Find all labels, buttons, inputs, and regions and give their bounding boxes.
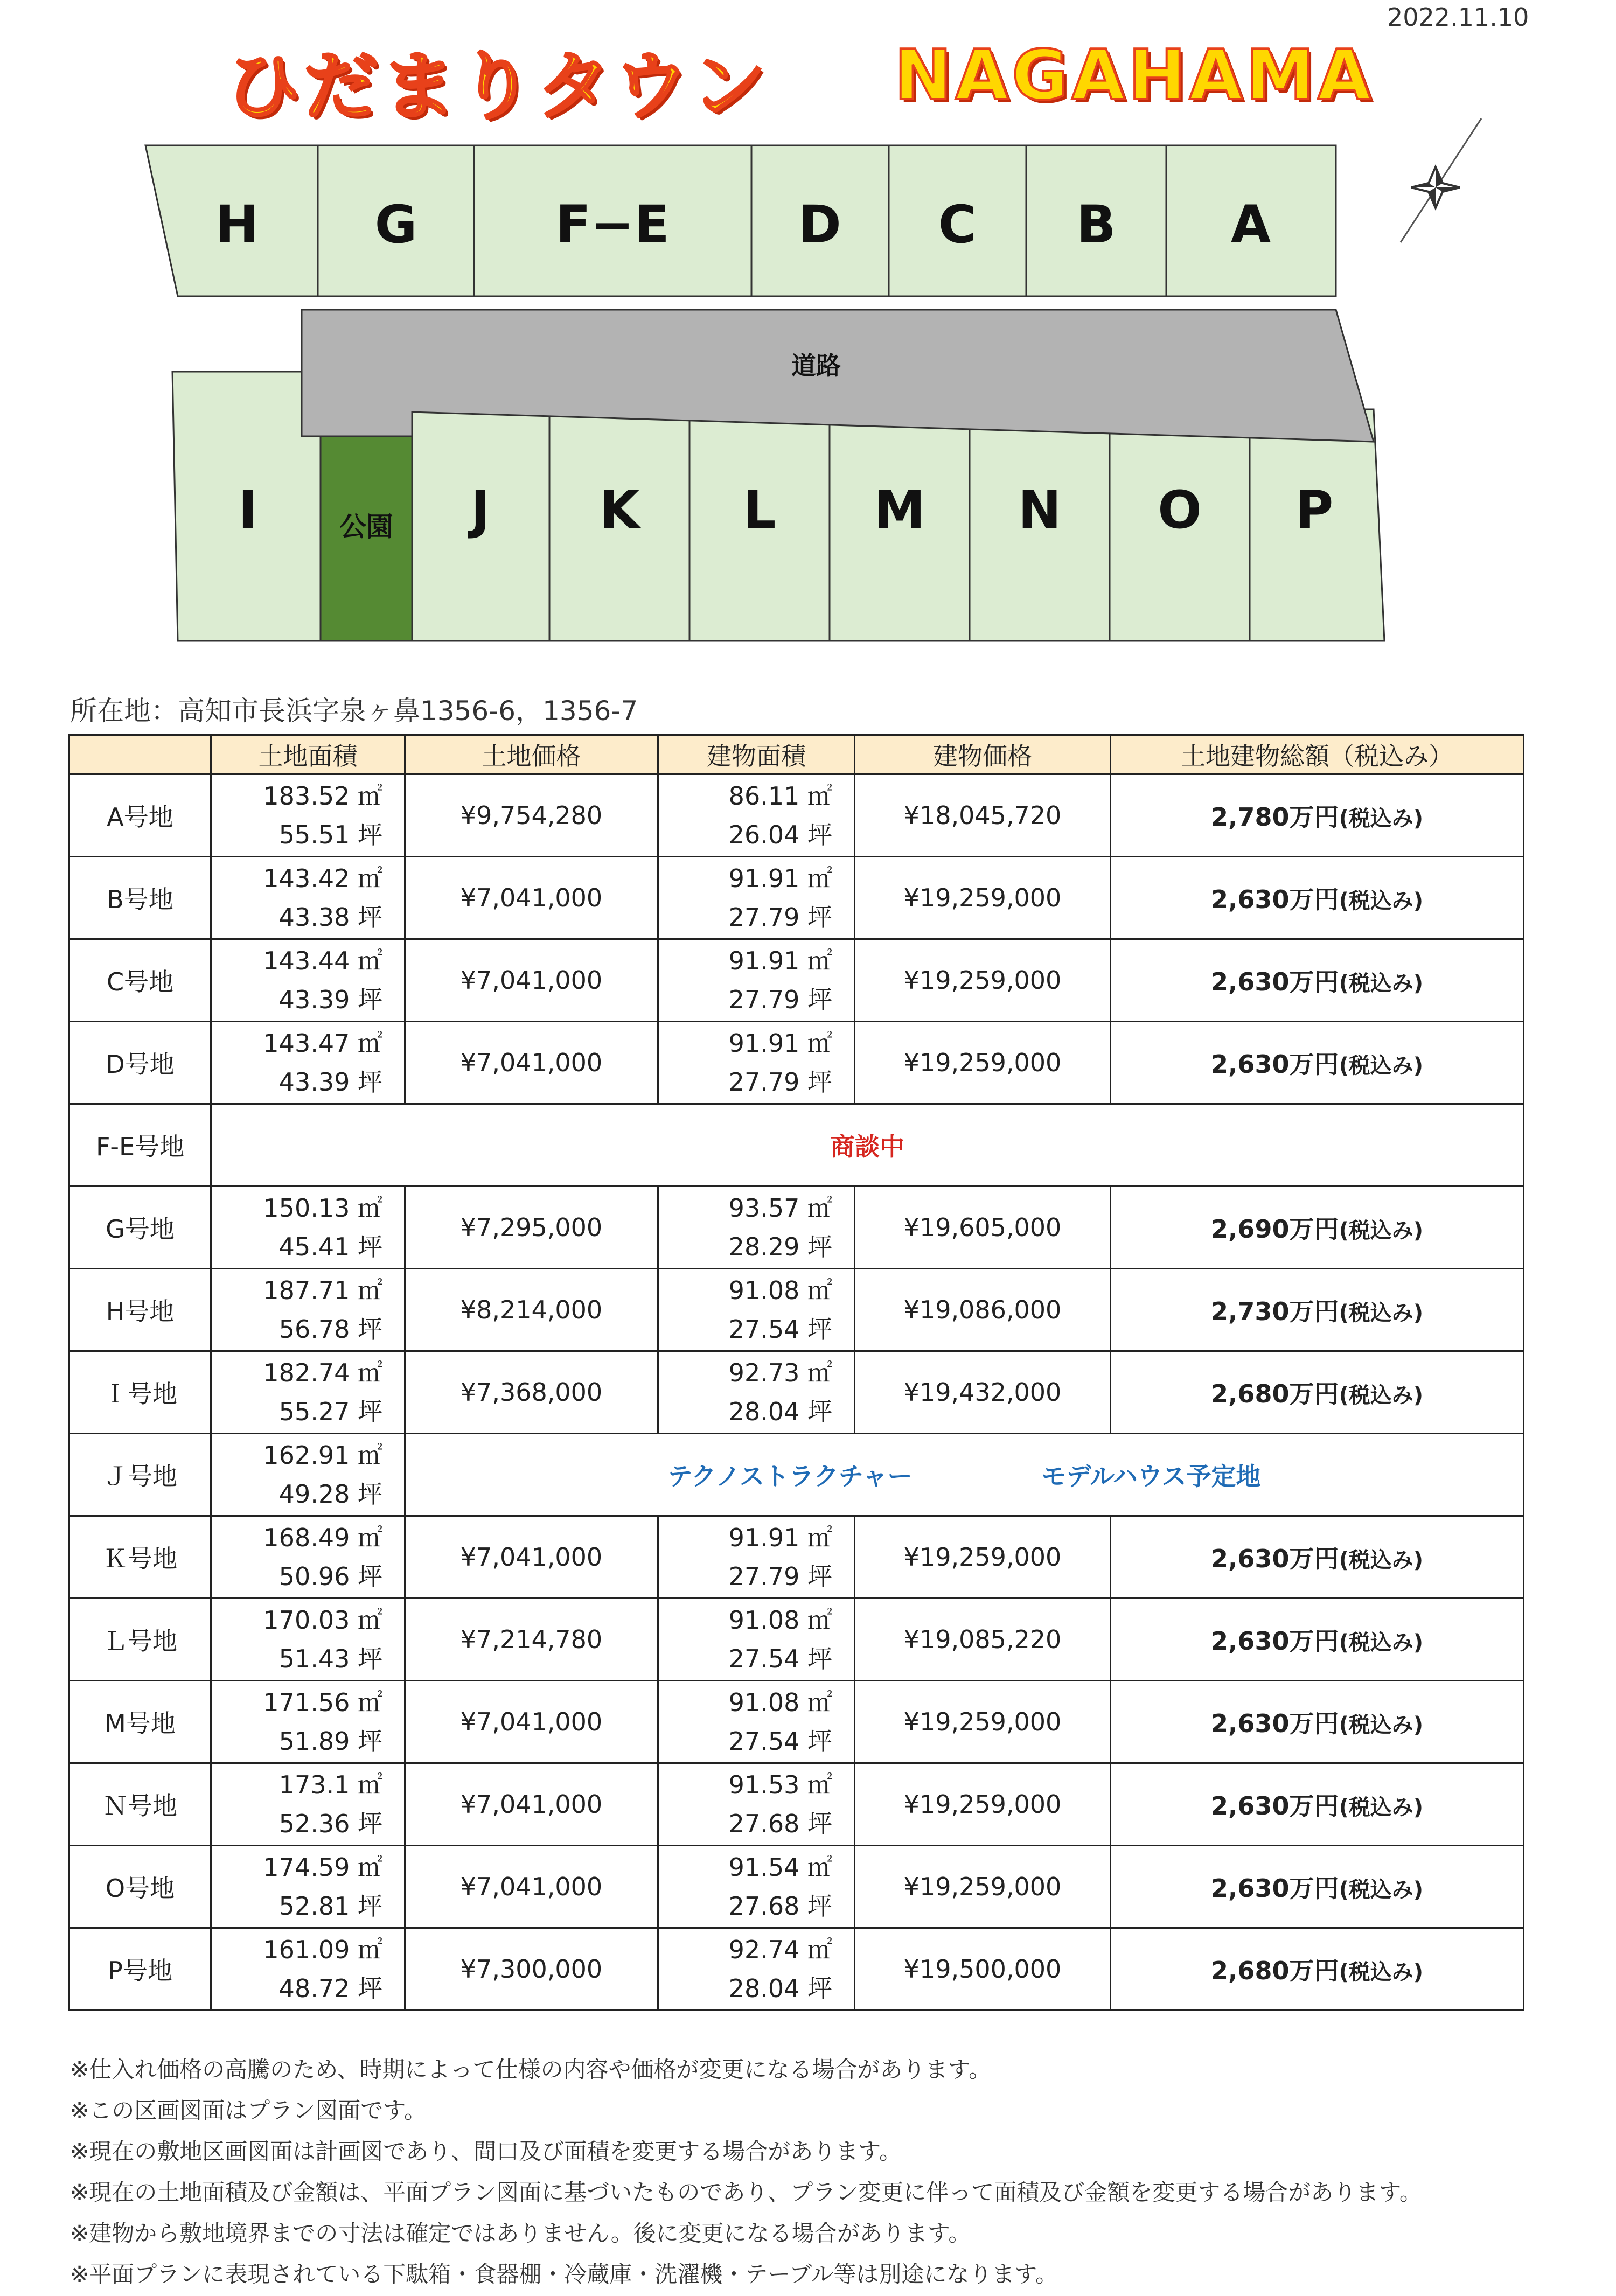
building-area-tsubo: 27.79 (728, 1067, 800, 1097)
building-price: ¥19,605,000 (855, 1187, 1111, 1269)
lot-name: Ｎ号地 (69, 1763, 211, 1846)
unit-label: ㎡ (358, 864, 382, 893)
tax-label: (税込み) (1339, 1960, 1424, 1985)
total-amount: 2,690 (1210, 1215, 1290, 1244)
unit-label: 坪 (807, 1809, 832, 1838)
land-price: ¥7,041,000 (405, 1022, 658, 1104)
table-row (69, 1763, 1524, 1846)
building-price: ¥18,045,720 (855, 774, 1111, 857)
building-area-tsubo: 27.68 (728, 1892, 800, 1921)
land-area-tsubo: 49.28 (278, 1480, 350, 1509)
negotiating-status: 商談中 (211, 1104, 1524, 1187)
land-price: ¥7,041,000 (405, 1846, 658, 1928)
land-area-m2: 171.56 (263, 1688, 350, 1717)
table-row (69, 857, 1524, 939)
land-area-tsubo: 51.89 (278, 1727, 350, 1756)
header-lot (69, 735, 211, 774)
building-area-m2: 91.08 (728, 1606, 800, 1635)
unit-label: ㎡ (358, 1276, 382, 1305)
unit-label: ㎡ (807, 1935, 832, 1964)
land-price: ¥8,214,000 (405, 1269, 658, 1351)
total-unit: 万円 (1289, 1215, 1339, 1244)
building-area-m2: 91.53 (728, 1770, 800, 1799)
notes (70, 2049, 1422, 2295)
total-unit: 万円 (1289, 802, 1339, 832)
building-area (658, 1351, 855, 1434)
building-area-m2: 93.57 (728, 1194, 800, 1223)
lot-name: B号地 (69, 857, 211, 939)
total-price (1111, 1599, 1524, 1681)
unit-label: 坪 (807, 820, 832, 849)
model-house-builder: テクノストラクチャー (667, 1462, 913, 1491)
land-area (211, 857, 405, 939)
building-area-tsubo: 27.79 (728, 1562, 800, 1591)
land-area-m2: 143.44 (263, 946, 350, 975)
building-price: ¥19,259,000 (855, 857, 1111, 939)
table-row (69, 1846, 1524, 1928)
land-area-tsubo: 43.39 (278, 1067, 350, 1097)
table-row (69, 774, 1524, 857)
building-area-m2: 91.91 (728, 1029, 800, 1058)
lot-label-fe: F−E (555, 194, 670, 255)
header-total: 土地建物総額（税込み） (1111, 735, 1524, 774)
building-area-tsubo: 28.04 (728, 1397, 800, 1426)
land-price: ¥7,041,000 (405, 939, 658, 1022)
land-area-tsubo: 56.78 (278, 1315, 350, 1344)
unit-label: 坪 (358, 903, 382, 932)
unit-label: 坪 (358, 985, 382, 1014)
tax-label: (税込み) (1339, 889, 1424, 913)
lot-label-d: D (798, 194, 841, 255)
land-area-m2: 143.47 (263, 1029, 350, 1058)
land-price: ¥7,295,000 (405, 1187, 658, 1269)
unit-label: 坪 (807, 1644, 832, 1673)
building-price: ¥19,259,000 (855, 939, 1111, 1022)
table-body (69, 774, 1524, 2011)
unit-label: 坪 (807, 1232, 832, 1261)
total-amount: 2,630 (1210, 1627, 1290, 1656)
building-area-m2: 91.91 (728, 864, 800, 893)
lot-label-j: J (471, 480, 490, 540)
tax-label: (税込み) (1339, 1630, 1424, 1655)
lot-label-h: H (215, 194, 259, 255)
total-amount: 2,680 (1210, 1956, 1290, 1985)
table-row (69, 939, 1524, 1022)
building-area (658, 1516, 855, 1599)
land-area-m2: 162.91 (263, 1441, 350, 1470)
land-area-m2: 170.03 (263, 1606, 350, 1635)
unit-label: ㎡ (807, 864, 832, 893)
total-price (1111, 857, 1524, 939)
unit-label: ㎡ (358, 1358, 382, 1387)
unit-label: ㎡ (358, 1853, 382, 1882)
land-area-m2: 187.71 (263, 1276, 350, 1305)
unit-label: ㎡ (358, 1606, 382, 1635)
unit-label: ㎡ (358, 1441, 382, 1470)
unit-label: 坪 (807, 903, 832, 932)
unit-label: ㎡ (807, 1688, 832, 1717)
total-unit: 万円 (1289, 967, 1339, 996)
land-area-tsubo: 52.36 (278, 1809, 350, 1838)
building-price: ¥19,086,000 (855, 1269, 1111, 1351)
total-amount: 2,630 (1210, 1050, 1290, 1079)
land-area-tsubo: 43.39 (278, 985, 350, 1014)
land-area-tsubo: 50.96 (278, 1562, 350, 1591)
building-price: ¥19,259,000 (855, 1681, 1111, 1763)
land-price: ¥7,041,000 (405, 1681, 658, 1763)
unit-label: 坪 (358, 1562, 382, 1591)
unit-label: ㎡ (807, 1853, 832, 1882)
unit-label: 坪 (358, 1480, 382, 1509)
unit-label: ㎡ (807, 1194, 832, 1223)
total-unit: 万円 (1289, 1627, 1339, 1656)
tax-label: (税込み) (1339, 1713, 1424, 1737)
unit-label: ㎡ (807, 1770, 832, 1799)
total-amount: 2,630 (1210, 1709, 1290, 1738)
land-area (211, 1928, 405, 2011)
unit-label: ㎡ (807, 1606, 832, 1635)
building-area (658, 939, 855, 1022)
land-area (211, 1846, 405, 1928)
building-area (658, 1269, 855, 1351)
total-price (1111, 1763, 1524, 1846)
building-area-tsubo: 28.29 (728, 1232, 800, 1261)
total-unit: 万円 (1289, 1791, 1339, 1820)
building-area-tsubo: 26.04 (728, 820, 800, 849)
land-area (211, 1763, 405, 1846)
unit-label: 坪 (807, 1397, 832, 1426)
building-area (658, 857, 855, 939)
unit-label: 坪 (807, 1727, 832, 1756)
building-price: ¥19,259,000 (855, 1763, 1111, 1846)
land-price: ¥9,754,280 (405, 774, 658, 857)
land-area-m2: 174.59 (263, 1853, 350, 1882)
building-area-tsubo: 27.68 (728, 1809, 800, 1838)
building-area (658, 1187, 855, 1269)
lot-label-c: C (938, 194, 977, 255)
header-building-price: 建物価格 (855, 735, 1111, 774)
land-area-tsubo: 51.43 (278, 1644, 350, 1673)
unit-label: 坪 (358, 1397, 382, 1426)
note-item: ※現在の土地面積及び金額は、平面プラン図面に基づいたものであり、プラン変更に伴って面積及び金額を変更する場合があります。 (70, 2179, 1422, 2206)
unit-label: 坪 (807, 1974, 832, 2003)
tax-label: (税込み) (1339, 806, 1424, 831)
unit-label: 坪 (358, 1974, 382, 2003)
land-area (211, 939, 405, 1022)
note-item: ※現在の敷地区画図面は計画図であり、間口及び面積を変更する場合があります。 (70, 2138, 902, 2165)
lot-label-b: B (1076, 194, 1116, 255)
land-price: ¥7,041,000 (405, 1516, 658, 1599)
land-area-m2: 168.49 (263, 1523, 350, 1552)
land-area-tsubo: 55.51 (278, 820, 350, 849)
table-row (69, 1516, 1524, 1599)
building-price: ¥19,500,000 (855, 1928, 1111, 2011)
total-unit: 万円 (1289, 1709, 1339, 1738)
table-row (69, 1022, 1524, 1104)
header-land-price: 土地価格 (405, 735, 658, 774)
building-area-tsubo: 27.79 (728, 903, 800, 932)
table-header-row (69, 735, 1524, 774)
unit-label: ㎡ (358, 1523, 382, 1552)
table-row (69, 1434, 1524, 1516)
tax-label: (税込み) (1339, 971, 1424, 996)
road-label: 道路 (791, 351, 841, 380)
building-area (658, 1763, 855, 1846)
land-area-tsubo: 48.72 (278, 1974, 350, 2003)
land-area-m2: 183.52 (263, 781, 350, 811)
land-area-tsubo: 55.27 (278, 1397, 350, 1426)
unit-label: ㎡ (358, 1688, 382, 1717)
total-amount: 2,630 (1210, 1791, 1290, 1820)
lot-name: Ｊ号地 (69, 1434, 211, 1516)
building-area-m2: 91.08 (728, 1276, 800, 1305)
building-area (658, 1022, 855, 1104)
total-price (1111, 1022, 1524, 1104)
unit-label: ㎡ (807, 1358, 832, 1387)
tax-label: (税込み) (1339, 1218, 1424, 1243)
building-area-m2: 91.08 (728, 1688, 800, 1717)
total-price (1111, 1516, 1524, 1599)
unit-label: ㎡ (807, 946, 832, 975)
total-price (1111, 1681, 1524, 1763)
total-price (1111, 774, 1524, 857)
unit-label: 坪 (807, 1562, 832, 1591)
land-price: ¥7,368,000 (405, 1351, 658, 1434)
land-price: ¥7,214,780 (405, 1599, 658, 1681)
total-price (1111, 1351, 1524, 1434)
total-price (1111, 1187, 1524, 1269)
unit-label: 坪 (807, 1067, 832, 1097)
total-unit: 万円 (1289, 1050, 1339, 1079)
unit-label: ㎡ (358, 1194, 382, 1223)
price-table (68, 734, 1524, 2011)
land-area-m2: 182.74 (263, 1358, 350, 1387)
building-price: ¥19,259,000 (855, 1516, 1111, 1599)
note-item: ※建物から敷地境界までの寸法は確定ではありません。後に変更になる場合があります。 (70, 2220, 971, 2246)
building-area-m2: 86.11 (728, 781, 800, 811)
model-house-label: モデルハウス予定地 (1041, 1462, 1261, 1491)
unit-label: ㎡ (807, 1029, 832, 1058)
lot-label-o: O (1158, 480, 1202, 540)
header-land-area: 土地面積 (211, 735, 405, 774)
land-price: ¥7,300,000 (405, 1928, 658, 2011)
land-price: ¥7,041,000 (405, 1763, 658, 1846)
building-area-tsubo: 28.04 (728, 1974, 800, 2003)
building-area (658, 1928, 855, 2011)
unit-label: 坪 (358, 1892, 382, 1921)
unit-label: ㎡ (807, 1523, 832, 1552)
land-area-tsubo: 52.81 (278, 1892, 350, 1921)
total-unit: 万円 (1289, 1297, 1339, 1326)
building-area-tsubo: 27.79 (728, 985, 800, 1014)
land-area-tsubo: 45.41 (278, 1232, 350, 1261)
unit-label: ㎡ (358, 1935, 382, 1964)
unit-label: 坪 (358, 1809, 382, 1838)
document-date: 2022.11.10 (1387, 3, 1529, 32)
total-unit: 万円 (1289, 1956, 1339, 1985)
total-amount: 2,730 (1210, 1297, 1290, 1326)
building-price: ¥19,259,000 (855, 1022, 1111, 1104)
unit-label: ㎡ (807, 1276, 832, 1305)
lot-label-i: I (238, 480, 257, 540)
building-area-m2: 92.73 (728, 1358, 800, 1387)
lot-label-l: L (743, 480, 776, 540)
total-unit: 万円 (1289, 885, 1339, 914)
land-area-m2: 173.1 (278, 1770, 350, 1799)
total-amount: 2,680 (1210, 1379, 1290, 1408)
lot-name: Ｉ号地 (69, 1351, 211, 1434)
unit-label: 坪 (807, 1315, 832, 1344)
total-unit: 万円 (1289, 1874, 1339, 1903)
model-house-note (405, 1434, 1524, 1516)
table-row (69, 1928, 1524, 2011)
total-amount: 2,630 (1210, 967, 1290, 996)
building-area (658, 1599, 855, 1681)
building-area-m2: 91.54 (728, 1853, 800, 1882)
title-japanese: ひだまりタウン (226, 43, 770, 130)
unit-label: 坪 (807, 1892, 832, 1921)
note-item: ※仕入れ価格の高騰のため、時期によって仕様の内容や価格が変更になる場合があります。 (70, 2056, 992, 2083)
total-price (1111, 1269, 1524, 1351)
unit-label: 坪 (358, 1644, 382, 1673)
table-row (69, 1269, 1524, 1351)
land-price: ¥7,041,000 (405, 857, 658, 939)
lot-name: A号地 (69, 774, 211, 857)
total-unit: 万円 (1289, 1379, 1339, 1408)
tax-label: (税込み) (1339, 1878, 1424, 1902)
total-unit: 万円 (1289, 1544, 1339, 1573)
table-row (69, 1351, 1524, 1434)
note-item: ※平面プランに表現されている下駄箱・食器棚・冷蔵庫・洗濯機・テーブル等は別途になります。 (70, 2261, 1058, 2287)
unit-label: ㎡ (358, 781, 382, 811)
lot-name: H号地 (69, 1269, 211, 1351)
unit-label: ㎡ (358, 1770, 382, 1799)
building-area-tsubo: 27.54 (728, 1315, 800, 1344)
unit-label: 坪 (358, 1232, 382, 1261)
lot-name: Ｌ号地 (69, 1599, 211, 1681)
lot-name: P号地 (69, 1928, 211, 2011)
table-row (69, 1681, 1524, 1763)
building-area-tsubo: 27.54 (728, 1644, 800, 1673)
land-area (211, 1187, 405, 1269)
building-area (658, 1846, 855, 1928)
land-area (211, 1516, 405, 1599)
land-area-m2: 161.09 (263, 1935, 350, 1964)
tax-label: (税込み) (1339, 1795, 1424, 1820)
land-area (211, 774, 405, 857)
lot-name: F-E号地 (69, 1104, 211, 1187)
total-price (1111, 939, 1524, 1022)
lot-name: Ｋ号地 (69, 1516, 211, 1599)
land-area (211, 1022, 405, 1104)
lot-name: O号地 (69, 1846, 211, 1928)
title-english: NAGAHAMA (894, 36, 1374, 116)
total-amount: 2,630 (1210, 1544, 1290, 1573)
unit-label: 坪 (807, 985, 832, 1014)
table-row (69, 1104, 1524, 1187)
land-area-m2: 143.42 (263, 864, 350, 893)
lot-label-p: P (1295, 480, 1334, 540)
building-price: ¥19,085,220 (855, 1599, 1111, 1681)
header-building-area: 建物面積 (658, 735, 855, 774)
lot-label-a: A (1230, 194, 1271, 255)
building-area (658, 774, 855, 857)
total-amount: 2,630 (1210, 1874, 1290, 1903)
building-area-m2: 91.91 (728, 946, 800, 975)
tax-label: (税込み) (1339, 1053, 1424, 1078)
land-area (211, 1351, 405, 1434)
tax-label: (税込み) (1339, 1383, 1424, 1408)
total-amount: 2,780 (1210, 802, 1290, 832)
unit-label: 坪 (358, 820, 382, 849)
land-area (211, 1269, 405, 1351)
land-area (211, 1599, 405, 1681)
unit-label: 坪 (358, 1067, 382, 1097)
total-price (1111, 1846, 1524, 1928)
lot-label-n: N (1018, 480, 1062, 540)
total-price (1111, 1928, 1524, 2011)
land-area (211, 1434, 405, 1516)
land-area-m2: 150.13 (263, 1194, 350, 1223)
table-row (69, 1187, 1524, 1269)
site-plan (129, 135, 1401, 652)
lot-name: G号地 (69, 1187, 211, 1269)
unit-label: ㎡ (807, 781, 832, 811)
lot-name: M号地 (69, 1681, 211, 1763)
lot-name: C号地 (69, 939, 211, 1022)
unit-label: 坪 (358, 1727, 382, 1756)
building-area-m2: 92.74 (728, 1935, 800, 1964)
note-item: ※この区画図面はプラン図面です。 (70, 2097, 427, 2124)
tax-label: (税込み) (1339, 1548, 1424, 1573)
building-price: ¥19,259,000 (855, 1846, 1111, 1928)
unit-label: 坪 (358, 1315, 382, 1344)
unit-label: ㎡ (358, 1029, 382, 1058)
lot-label-g: G (374, 194, 417, 255)
building-area (658, 1681, 855, 1763)
building-area-tsubo: 27.54 (728, 1727, 800, 1756)
tax-label: (税込み) (1339, 1301, 1424, 1325)
building-area-m2: 91.91 (728, 1523, 800, 1552)
address: 所在地：高知市長浜字泉ヶ鼻1356-6，1356-7 (70, 695, 638, 727)
land-area-tsubo: 43.38 (278, 903, 350, 932)
land-area (211, 1681, 405, 1763)
lot-label-m: M (874, 480, 925, 540)
park-label: 公園 (339, 511, 393, 542)
table-row (69, 1599, 1524, 1681)
building-price: ¥19,432,000 (855, 1351, 1111, 1434)
lot-name: D号地 (69, 1022, 211, 1104)
total-amount: 2,630 (1210, 885, 1290, 914)
lot-label-k: K (599, 480, 640, 540)
unit-label: ㎡ (358, 946, 382, 975)
